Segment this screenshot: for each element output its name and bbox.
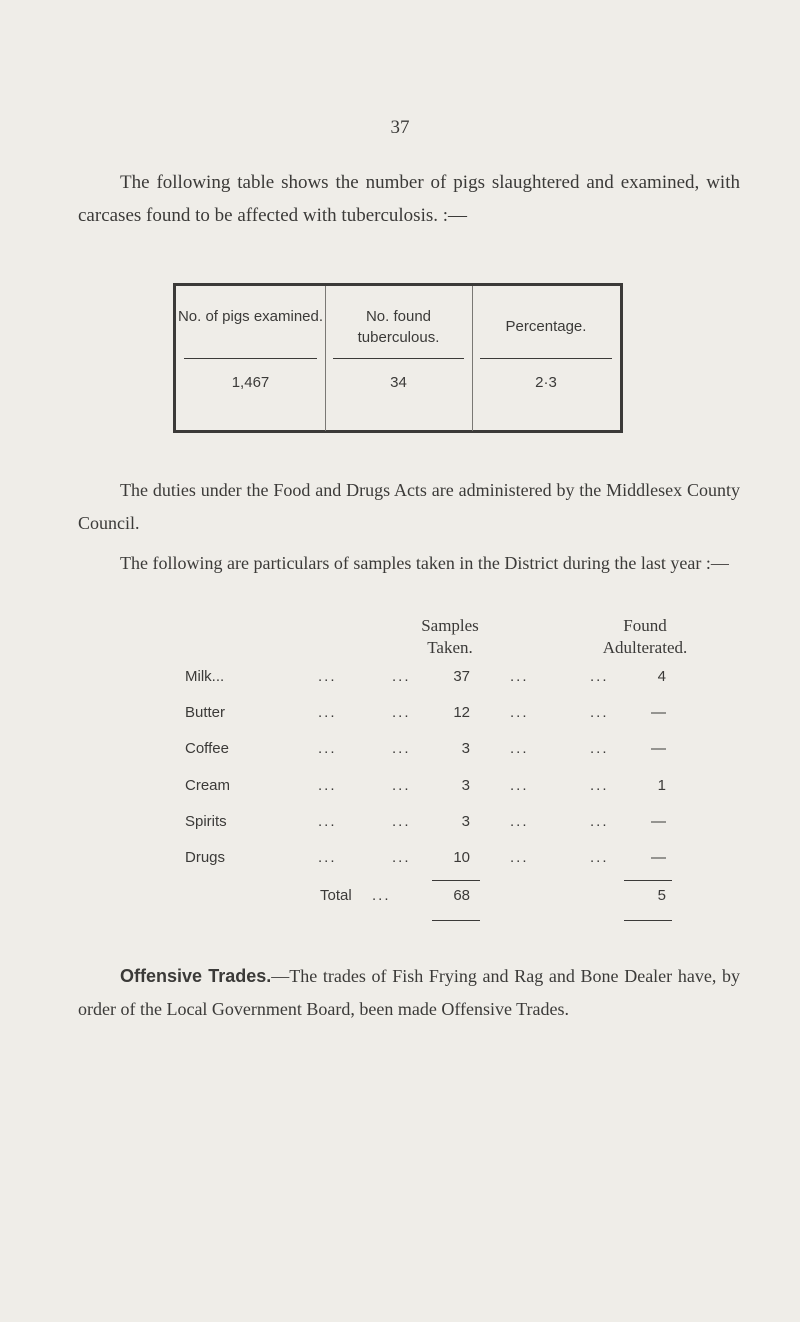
sample-found: 1: [657, 777, 666, 794]
sample-taken: 37: [453, 668, 470, 685]
pigs-tuberculous-header: No. found tuberculous.: [357, 308, 440, 346]
total-taken: 68: [453, 887, 470, 904]
percentage-header: Percentage.: [505, 318, 587, 335]
sample-row: Coffee ... ... 3 ... ... —: [185, 740, 666, 757]
sample-found: —: [651, 813, 666, 830]
found-adulterated-header: Found Adulterated.: [602, 616, 688, 657]
intro-text: The following table shows the number of pigs slaughtered and examined, with carcases found to be affected with tuberculosis. :—: [78, 172, 740, 226]
sample-taken: 3: [461, 813, 470, 830]
sample-item: Butter: [185, 704, 226, 721]
page-number: 37: [390, 117, 410, 138]
offensive-trades-heading: Offensive Trades.: [120, 966, 272, 986]
sample-taken: 12: [453, 704, 470, 721]
sample-item: Coffee: [185, 740, 229, 757]
samples-intro-paragraph: [78, 547, 740, 580]
sample-found: 4: [657, 668, 666, 685]
total-rule-bottom: [624, 920, 672, 921]
pigs-tuberculous-value: 34: [390, 374, 407, 391]
total-dots: ...: [372, 887, 391, 904]
sample-row: Drugs ... ... 10 ... ... —: [185, 849, 666, 866]
percentage-column: [472, 286, 620, 430]
sample-item: Drugs: [185, 849, 226, 866]
sample-item: Milk...: [185, 668, 225, 685]
duties-paragraph: [78, 474, 740, 540]
percentage-value: 2·3: [535, 374, 557, 391]
sample-taken: 3: [461, 777, 470, 794]
sample-row: Butter ... ... 12 ... ... —: [185, 704, 666, 721]
samples-intro-text: The following are particulars of samples taken in the District during the last year :—: [120, 553, 729, 573]
total-rule-top: [624, 880, 672, 881]
sample-found: —: [651, 704, 666, 721]
pigs-examined-header: No. of pigs examined.: [177, 308, 324, 325]
total-rule-bottom: [432, 920, 480, 921]
pigs-examined-column: [176, 286, 325, 430]
pigs-examined-value: 1,467: [231, 374, 270, 391]
sample-taken: 3: [461, 740, 470, 757]
sample-row: Milk... ... ... 37 ... ... 4: [185, 668, 666, 685]
total-row: [0, 887, 800, 913]
sample-item: Cream: [185, 777, 231, 794]
total-rule-top: [432, 880, 480, 881]
pigs-tuberculous-column: [325, 286, 472, 430]
sample-taken: 10: [453, 849, 470, 866]
sample-found: —: [651, 849, 666, 866]
offensive-trades-paragraph: [78, 960, 740, 1026]
sample-row: Spirits ... ... 3 ... ... —: [185, 813, 666, 830]
offensive-trades-text: —The trades of Fish Frying and Rag and Bone Dealer have, by order of the Local Government Board, been made Offensive Trades.: [78, 966, 740, 1019]
total-label: Total: [320, 887, 352, 904]
sample-row: Cream ... ... 3 ... ... 1: [185, 777, 666, 794]
intro-paragraph: [78, 166, 740, 232]
sample-found: —: [651, 740, 666, 757]
pig-table: [173, 283, 623, 433]
sample-item: Spirits: [185, 813, 227, 830]
total-found: 5: [657, 887, 666, 904]
duties-text: The duties under the Food and Drugs Acts are administered by the Middlesex County Council.: [78, 480, 740, 533]
samples-taken-header: Samples Taken.: [421, 616, 479, 657]
